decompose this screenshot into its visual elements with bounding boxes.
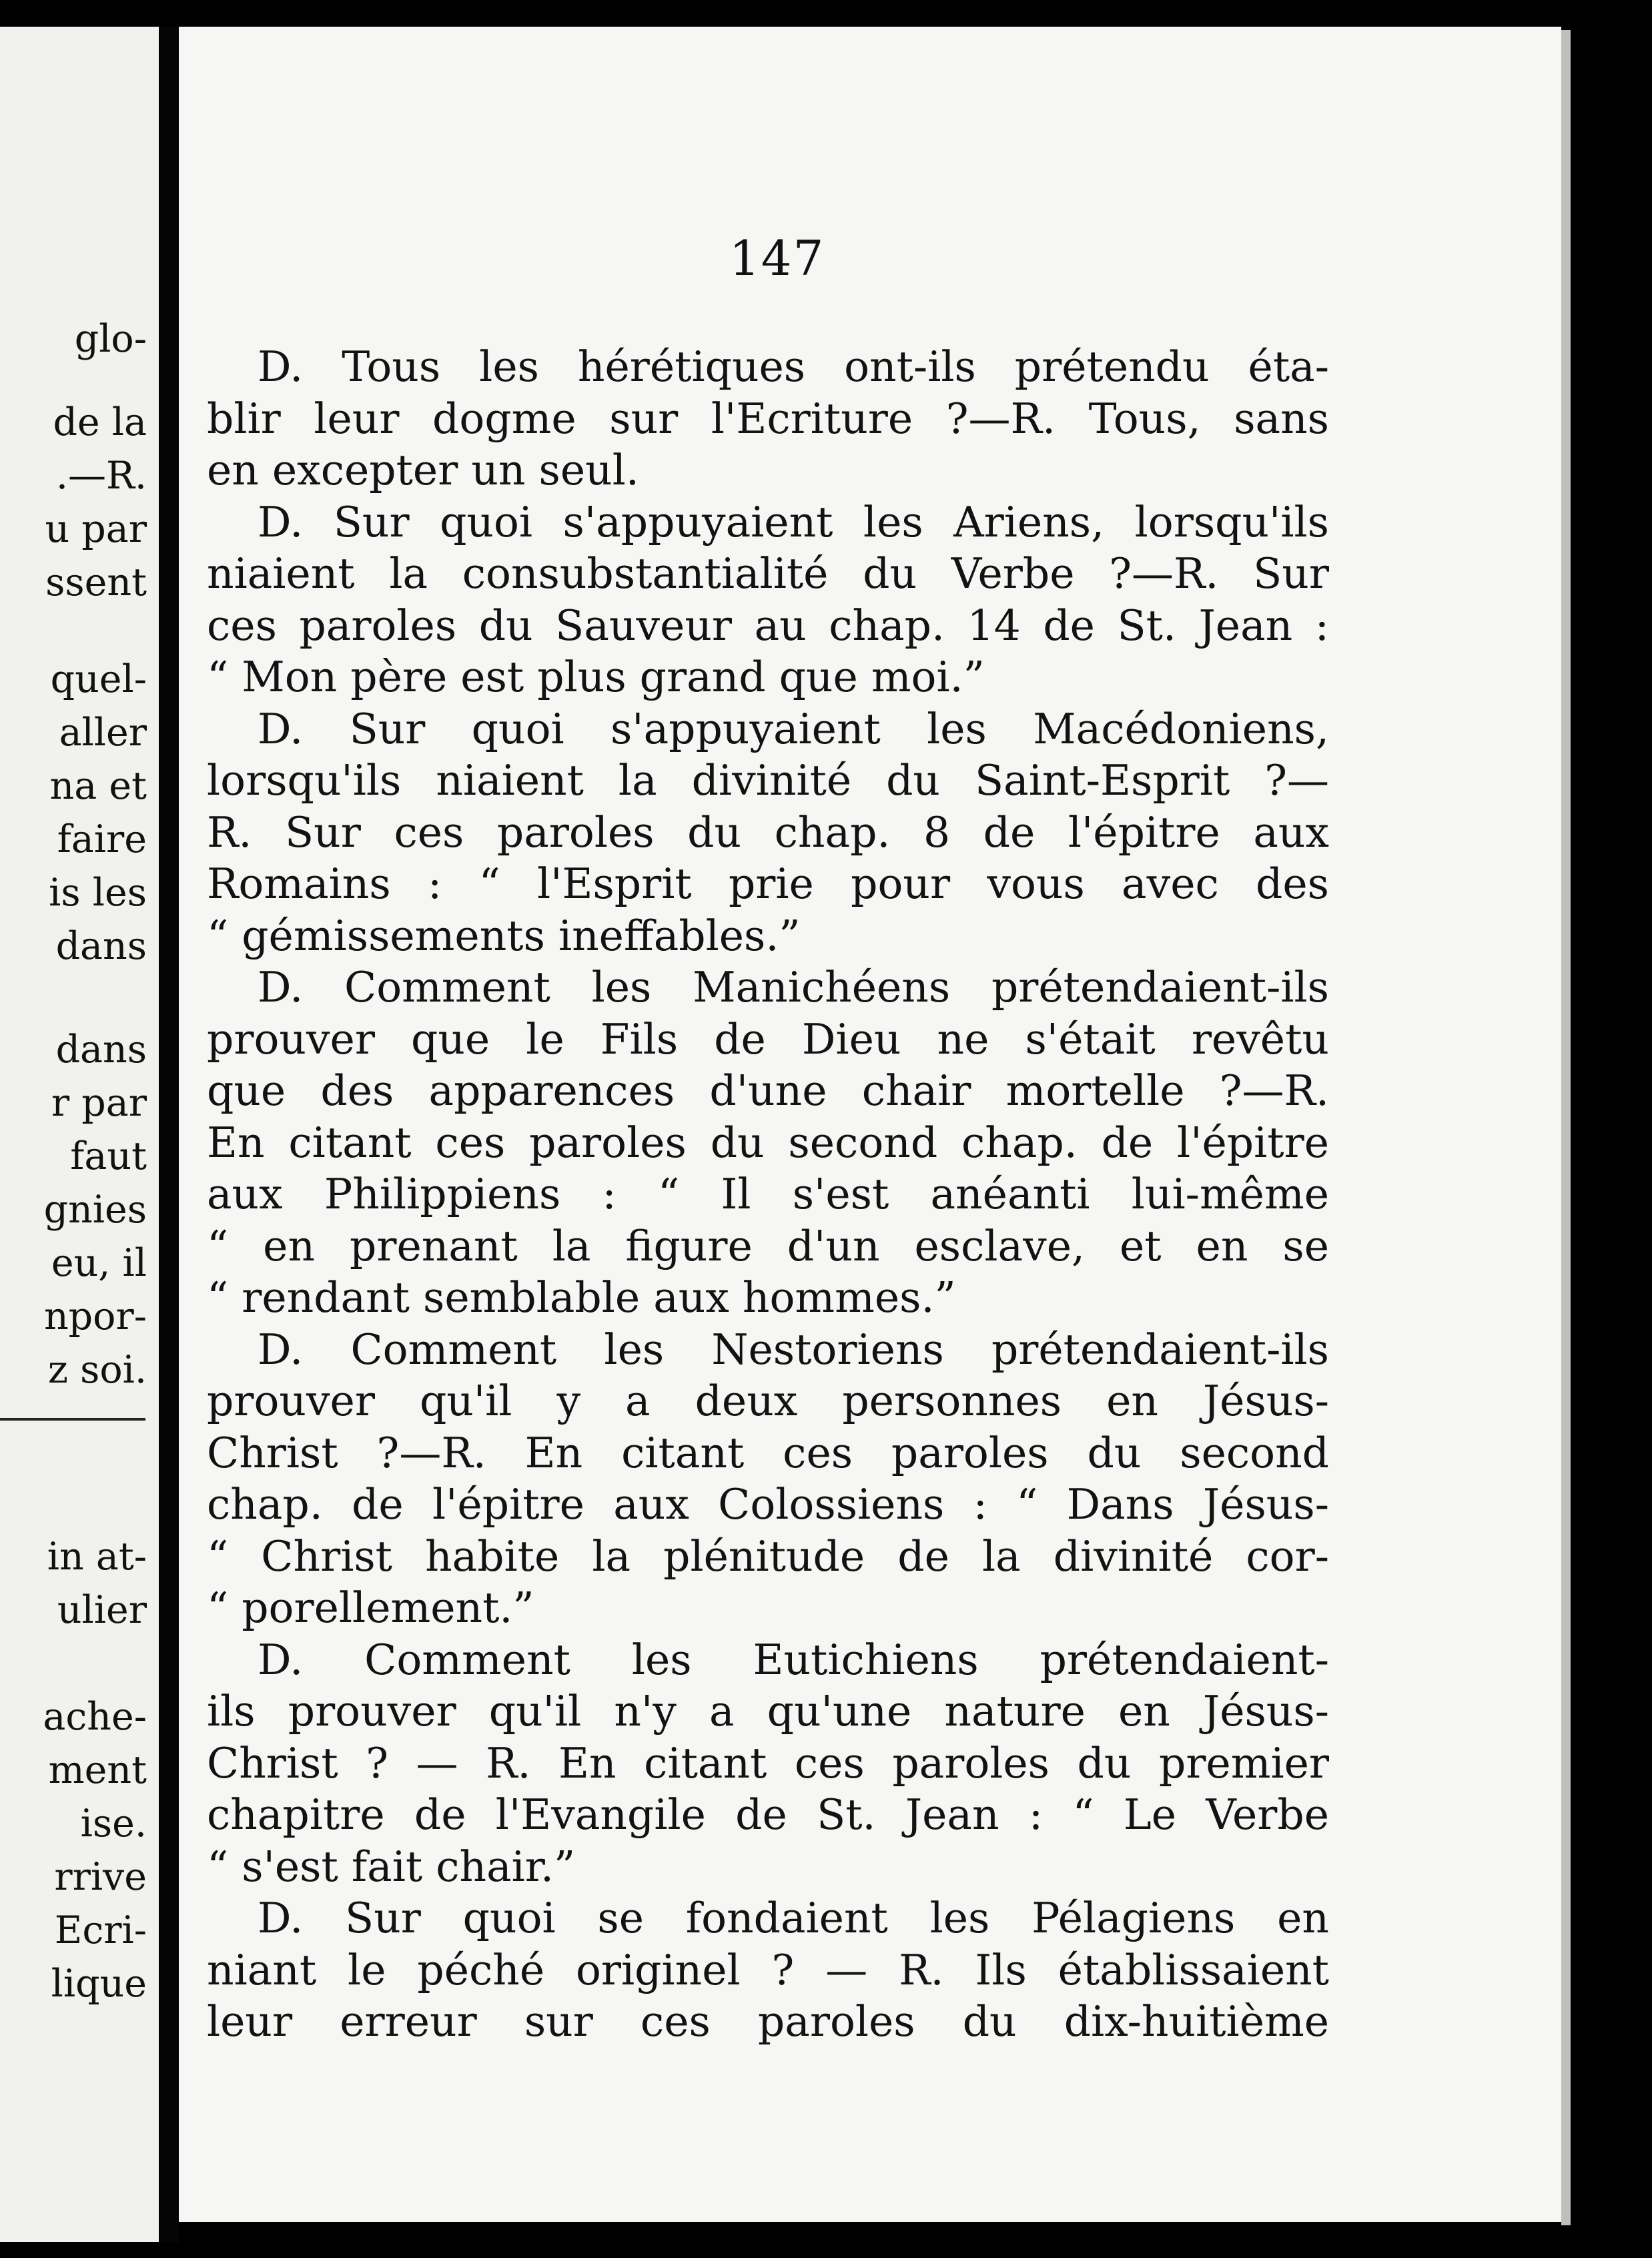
left-page-line: u par bbox=[45, 507, 147, 551]
text-line bbox=[207, 444, 1329, 497]
text-line bbox=[258, 703, 1329, 756]
text-line bbox=[207, 806, 1329, 859]
left-page-line: .—R. bbox=[55, 454, 147, 498]
text-line bbox=[207, 1944, 1329, 1997]
text-line-content: niaient la consubstantialité du Verbe ?—R. Sur bbox=[207, 549, 1329, 598]
page-number: 147 bbox=[729, 230, 825, 286]
left-page-line: faire bbox=[57, 817, 147, 861]
text-line-content: aux Philippiens : “ Il s'est anéanti lui-même bbox=[207, 1170, 1329, 1218]
text-line bbox=[207, 1478, 1329, 1531]
text-line bbox=[207, 1064, 1329, 1118]
left-page-line: glo- bbox=[74, 317, 147, 361]
text-line bbox=[258, 1323, 1329, 1377]
text-line bbox=[207, 909, 1329, 963]
left-page-line: de la bbox=[53, 400, 147, 444]
text-line-content: “ en prenant la figure d'un esclave, et en se bbox=[207, 1221, 1329, 1270]
left-page-line: dans bbox=[55, 1028, 147, 1072]
left-page-line: quel- bbox=[50, 657, 147, 701]
text-line bbox=[258, 1892, 1329, 1945]
text-line bbox=[207, 1840, 1329, 1894]
text-line-content: D. Sur quoi s'appuyaient les Ariens, lorsqu'ils bbox=[258, 497, 1329, 546]
text-line-content: D. Sur quoi s'appuyaient les Macédoniens, bbox=[258, 704, 1329, 753]
left-page-line: Ecri- bbox=[54, 1908, 147, 1952]
text-line bbox=[207, 1737, 1329, 1790]
text-line bbox=[258, 961, 1329, 1014]
text-line-content: blir leur dogme sur l'Ecriture ?—R. Tous, sans bbox=[207, 394, 1329, 443]
text-line-content: En citant ces paroles du second chap. de l'épitre bbox=[207, 1118, 1329, 1167]
left-page-line: ulier bbox=[57, 1588, 147, 1632]
text-line bbox=[207, 1995, 1329, 2048]
text-line bbox=[207, 651, 1329, 704]
text-line-content: “ gémissements ineffables.” bbox=[207, 911, 801, 960]
text-line-content: que des apparences d'une chair mortelle ?—R. bbox=[207, 1066, 1329, 1115]
left-page-line: dans bbox=[55, 924, 147, 968]
text-line bbox=[207, 1116, 1329, 1170]
left-page-line: faut bbox=[70, 1134, 147, 1178]
left-page-line: is les bbox=[49, 871, 147, 915]
text-line bbox=[207, 547, 1329, 601]
text-line-content: “ rendant semblable aux hommes.” bbox=[207, 1273, 956, 1322]
text-line-content: ils prouver qu'il n'y a qu'une nature en Jésus- bbox=[207, 1687, 1329, 1736]
text-line bbox=[207, 392, 1329, 446]
text-line-content: D. Comment les Manichéens prétendaient-ils bbox=[258, 963, 1329, 1012]
left-page-line: r par bbox=[51, 1081, 147, 1125]
left-page-line: ssent bbox=[45, 560, 147, 605]
text-line bbox=[207, 1685, 1329, 1738]
text-line bbox=[207, 1788, 1329, 1842]
text-line bbox=[258, 1633, 1329, 1687]
text-line-content: D. Sur quoi se fondaient les Pélagiens en bbox=[258, 1894, 1329, 1942]
left-page-line: npor- bbox=[43, 1294, 147, 1339]
text-line bbox=[207, 754, 1329, 807]
left-page-fragment bbox=[0, 27, 159, 2242]
text-line-content: prouver qu'il y a deux personnes en Jésus- bbox=[207, 1377, 1329, 1425]
left-page-line: ise. bbox=[80, 1802, 147, 1846]
text-line-content: niant le péché originel ? — R. Ils établissaient bbox=[207, 1945, 1329, 1994]
text-line-content: “ Christ habite la plénitude de la divinité cor- bbox=[207, 1531, 1329, 1581]
text-line bbox=[207, 1581, 1329, 1635]
text-line-content: prouver que le Fils de Dieu ne s'était revêtu bbox=[207, 1014, 1329, 1064]
text-line-content: D. Tous les hérétiques ont-ils prétendu éta- bbox=[258, 342, 1329, 391]
left-page-line: in at- bbox=[47, 1535, 147, 1579]
text-line-content: “ Mon père est plus grand que moi.” bbox=[207, 653, 985, 701]
left-page-line: ment bbox=[48, 1748, 147, 1792]
text-line-content: D. Comment les Nestoriens prétendaient-ils bbox=[258, 1325, 1329, 1374]
right-page bbox=[179, 27, 1561, 2222]
text-line-content: D. Comment les Eutichiens prétendaient- bbox=[258, 1635, 1329, 1684]
text-line-content: lorsqu'ils niaient la divinité du Saint-Esprit ?— bbox=[207, 756, 1329, 805]
text-line-content: chap. de l'épitre aux Colossiens : “ Dans Jésus- bbox=[207, 1480, 1329, 1529]
text-line bbox=[207, 1013, 1329, 1066]
left-page-line: lique bbox=[51, 1962, 147, 2006]
text-line bbox=[207, 599, 1329, 653]
left-page-rule bbox=[0, 1418, 145, 1421]
text-line-content: Christ ? — R. En citant ces paroles du premier bbox=[207, 1738, 1329, 1788]
left-page-line: z soi. bbox=[47, 1348, 147, 1392]
text-line-content: R. Sur ces paroles du chap. 8 de l'épitre aux bbox=[207, 807, 1329, 857]
text-line-content: en excepter un seul. bbox=[207, 446, 639, 494]
text-line bbox=[207, 1271, 1329, 1325]
text-line-content: “ s'est fait chair.” bbox=[207, 1842, 576, 1891]
text-line bbox=[258, 340, 1329, 394]
left-page-line: aller bbox=[59, 711, 147, 755]
text-line-content: leur erreur sur ces paroles du dix-huitième bbox=[207, 1997, 1329, 2046]
left-page-line: ache- bbox=[43, 1695, 147, 1739]
text-line-content: Christ ?—R. En citant ces paroles du second bbox=[207, 1428, 1329, 1477]
text-line bbox=[207, 1530, 1329, 1583]
book-gutter bbox=[159, 27, 179, 2242]
text-line-content: ces paroles du Sauveur au chap. 14 de St. Jean : bbox=[207, 601, 1329, 650]
left-page-line: rrive bbox=[54, 1855, 147, 1899]
text-line bbox=[207, 1168, 1329, 1221]
text-line bbox=[258, 496, 1329, 549]
text-line-content: chapitre de l'Evangile de St. Jean : “ Le Verbe bbox=[207, 1790, 1329, 1839]
text-line-content: Romains : “ l'Esprit prie pour vous avec des bbox=[207, 859, 1329, 908]
text-line bbox=[207, 1375, 1329, 1428]
left-page-line: gnies bbox=[43, 1188, 147, 1232]
text-line bbox=[207, 1427, 1329, 1480]
left-page-line: eu, il bbox=[51, 1241, 147, 1285]
text-line bbox=[207, 857, 1329, 911]
page-edge bbox=[1561, 30, 1571, 2225]
text-line-content: “ porellement.” bbox=[207, 1583, 534, 1632]
text-line bbox=[207, 1220, 1329, 1273]
left-page-line: na et bbox=[49, 764, 147, 808]
